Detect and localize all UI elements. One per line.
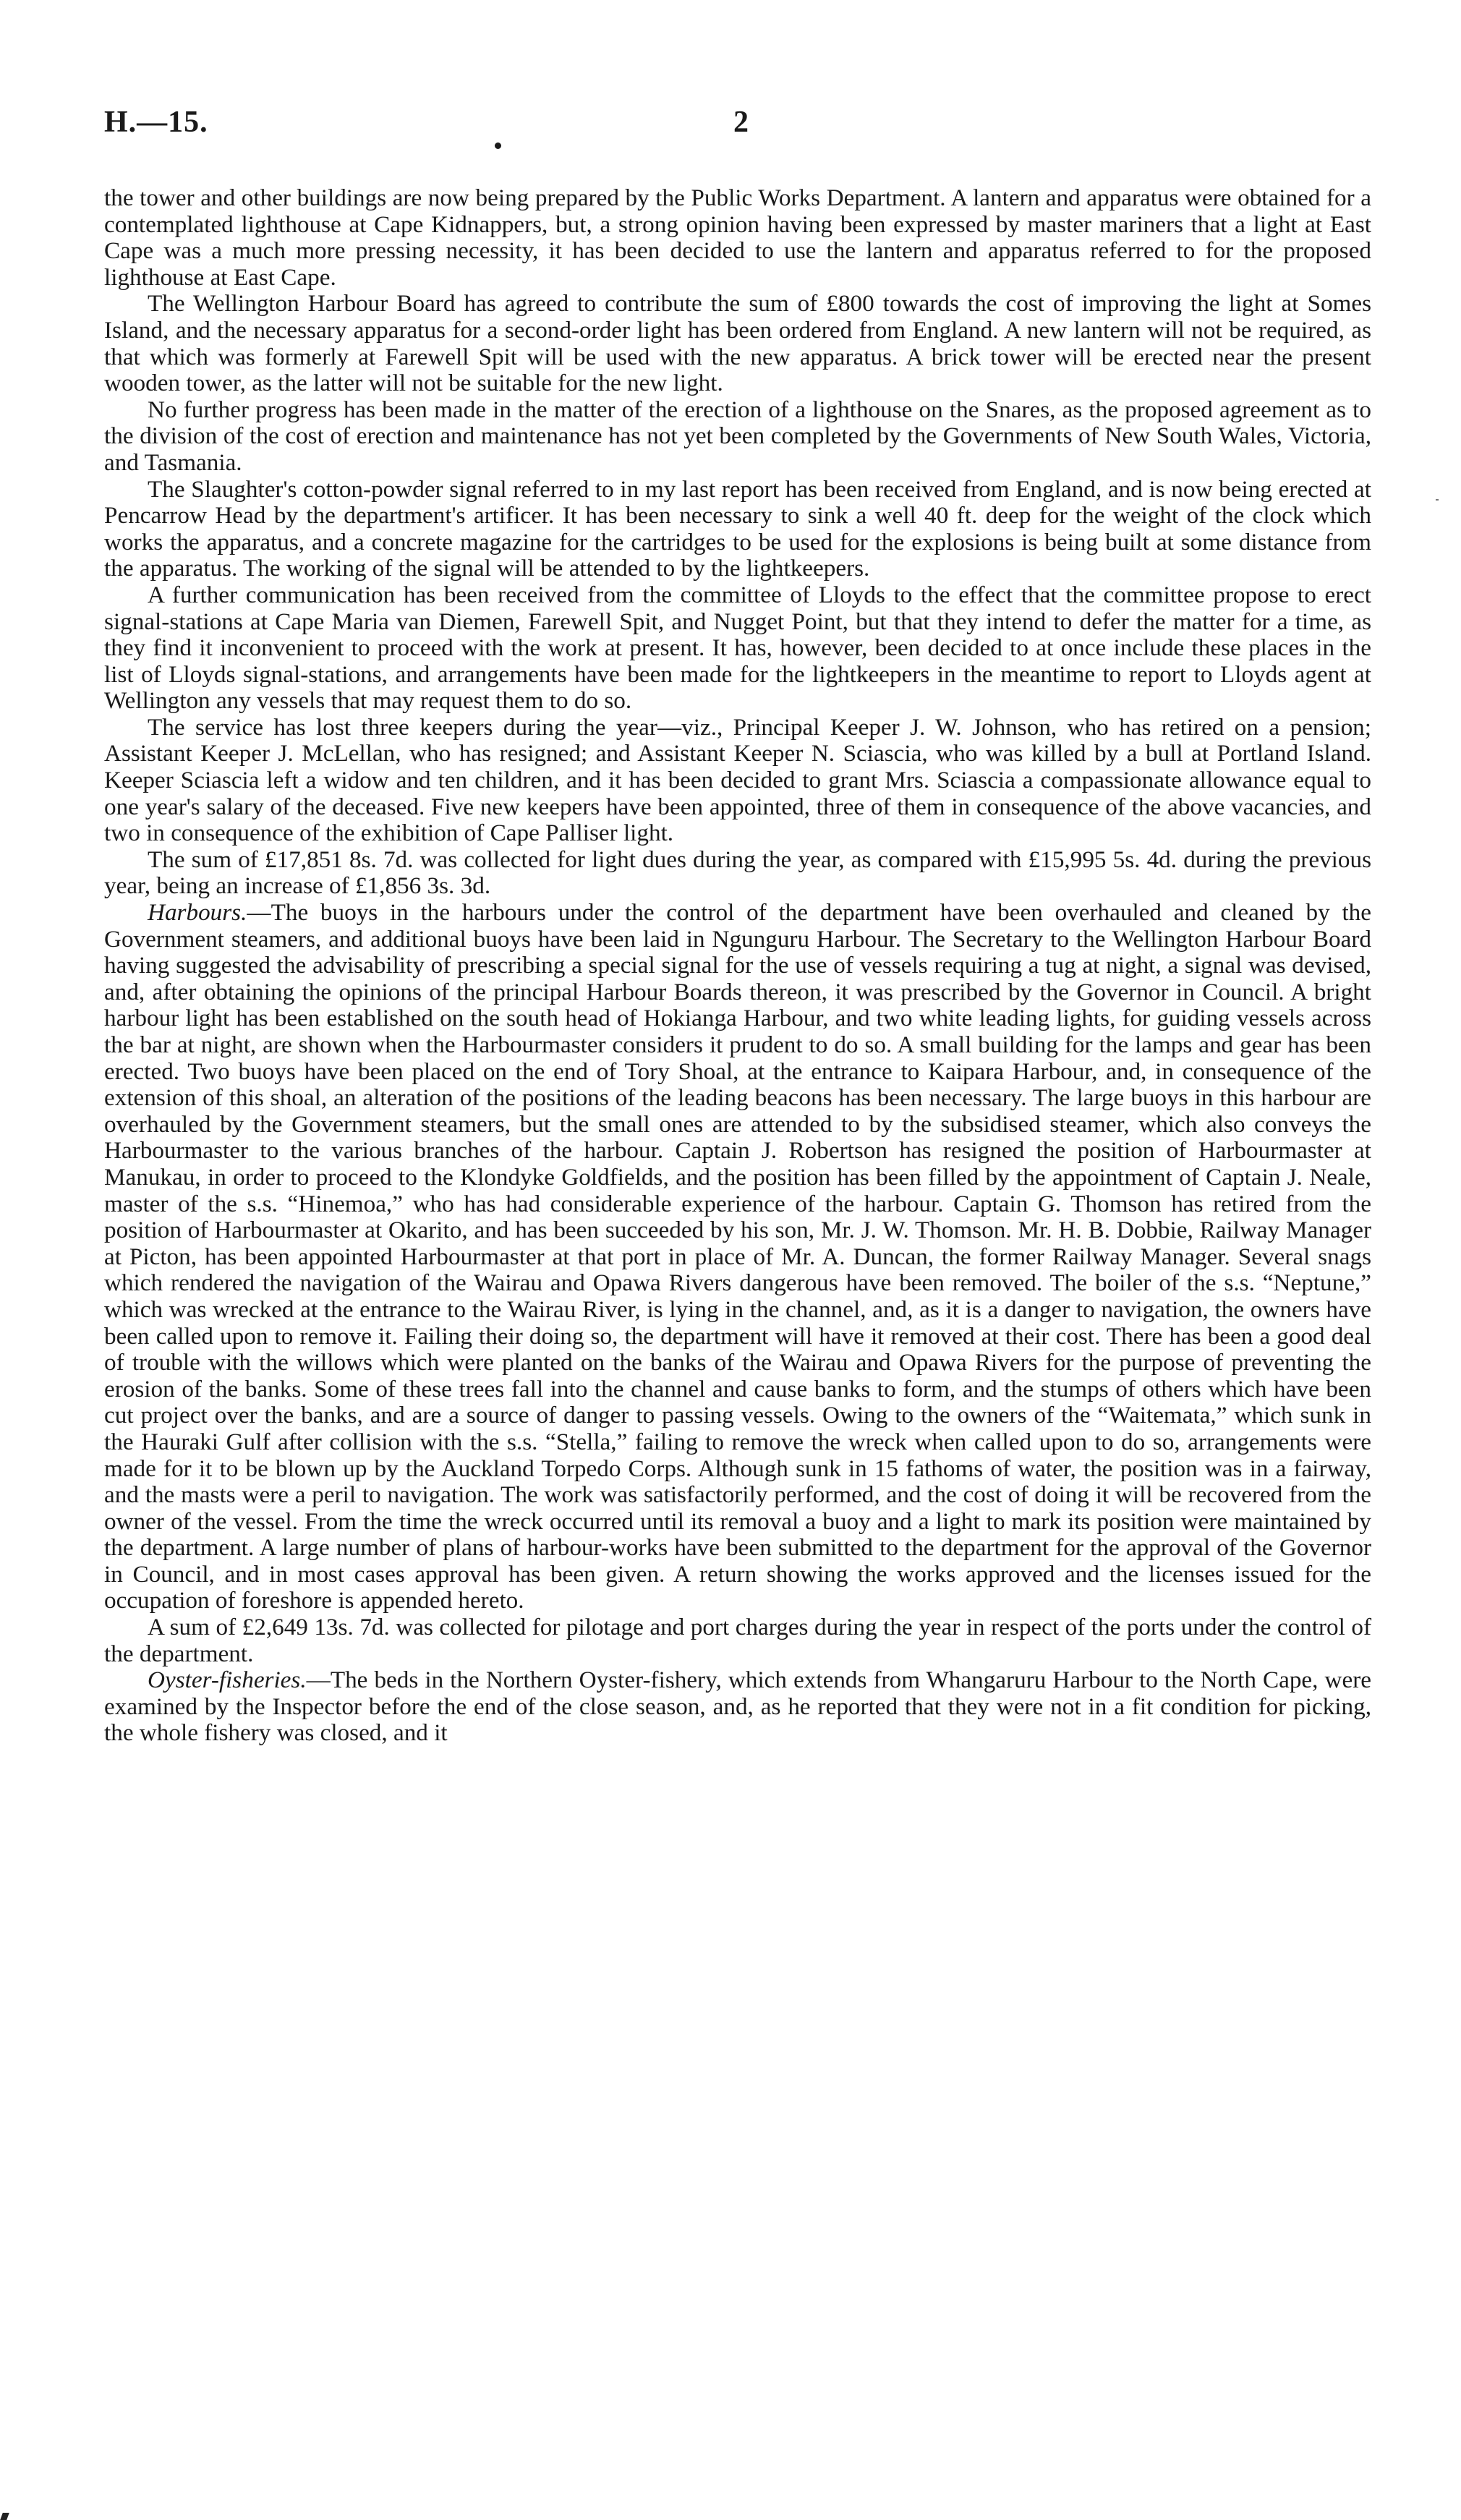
paragraph-light-dues [104, 847, 1371, 900]
paragraph-text: No further progress has been made in the matter of the erection of a lighthouse on the Snares, as the proposed agreement as to the division of the cost of erection and maintenance has not yet been completed by the Governments of New South Wales, Victoria, and Tasmania. [104, 396, 1371, 476]
report-body [104, 185, 1371, 1747]
paragraph-text: The Slaughter's cotton-powder signal referred to in my last report has been received from England, and is now being erected at Pencarrow Head by the department's artificer. It has been necessary to sink a well 40 ft. deep for the weight of the clock which works the apparatus, and a concrete magazine for the cartridges to be used for the explosions is being built at some distance from the apparatus. The working of the signal will be attended to by the lightkeepers. [104, 475, 1371, 582]
paragraph-text: The service has lost three keepers during the year—viz., Principal Keeper J. W. Johnson, who has retired on a pension; Assistant Keeper J. McLellan, who has resigned; and Assistant Keeper N. Sciascia, who was killed by a bull at Portland Island. Keeper Sciascia left a widow and ten children, and it has been decided to grant Mrs. Sciascia a compassionate allowance equal to one year's salary of the deceased. Five new keepers have been appointed, three of them in consequence of the above vacancies, and two in consequence of the exhibition of Cape Palliser light. [104, 713, 1371, 847]
section-heading-oyster-fisheries: Oyster-fisheries. [148, 1666, 307, 1694]
paragraph-text: —The buoys in the harbours under the control of the department have been overhauled and cleaned by the Government steamers, and additional buoys have been laid in Ngunguru Harbour. The Secretary to the Wellington Harbour Board having suggested the advisability of prescribing a special signal for the use of vessels requiring a tug at night, a signal was devised, and, after obtaining the opinions of the principal Harbour Boards thereon, it was prescribed by the Governor in Council. A bright harbour light has been established on the south head of Hokianga Harbour, and two white leading lights, for guiding vessels across the bar at night, are shown when the Harbourmaster considers it prudent to do so. A small building for the lamps and gear has been erected. Two buoys have been placed on the end of Tory Shoal, at the entrance to Kaipara Harbour, and, in consequence of the extension of this shoal, an alteration of the positions of the leading beacons has been necessary. The large buoys in this harbour are overhauled by the Government steamers, but the small ones are attended to by the subsidised steamer, which also conveys the Harbourmaster to the various branches of the harbour. Captain J. Robertson has resigned the position of Harbourmaster at Manukau, in order to proceed to the Klondyke Goldfields, and the position has been filled by the appointment of Captain J. Neale, master of the s.s. “Hinemoa,” who has had considerable experience of the harbour. Captain G. Thomson has retired from the position of Harbourmaster at Okarito, and has been succeeded by his son, Mr. J. W. Thomson. Mr. H. B. Dobbie, Railway Manager at Picton, has been appointed Harbourmaster at that port in place of Mr. A. Duncan, the former Railway Manager. Several snags which rendered the navigation of the Wairau and Opawa Rivers dangerous have been removed. The boiler of the s.s. “Neptune,” which was wrecked at the entrance to the Wairau River, is lying in the channel, and, as it is a danger to navigation, the owners have been called upon to remove it. Failing their doing so, the department will have it removed at their cost. There has been a good deal of trouble with the willows which were planted on the banks of the Wairau and Opawa Rivers for the purpose of preventing the erosion of the banks. Some of these trees fall into the channel and cause banks to form, and the stumps of others which have been cut project over the banks, and are a source of danger to passing vessels. Owing to the owners of the “Waitemata,” which sunk in the Hauraki Gulf after collision with the s.s. “Stella,” failing to remove the wreck when called upon to do so, arrangements were made for it to be blown up by the Auckland Torpedo Corps. Although sunk in 15 fathoms of water, the position was in a fairway, and the masts were a peril to navigation. The work was satisfactorily performed, and the cost of doing it will be recovered from the owner of the vessel. From the time the wreck occurred until its removal a buoy and a light to mark its position were maintained by the department. A large number of plans of harbour-works have been submitted to the department for the approval of the Governor in Council, and in most cases approval has been given. A return showing the works approved and the licenses issued for the occupation of foreshore is appended hereto. [104, 899, 1371, 1614]
ink-speck [495, 142, 501, 149]
paragraph-harbours [104, 900, 1371, 1614]
paragraph-text: The Wellington Harbour Board has agreed to contribute the sum of £800 towards the cost of improving the light at Somes Island, and the necessary apparatus for a second-order light has been ordered from England. A new lantern will not be required, as that which was formerly at Farewell Spit will be used with the new apparatus. A brick tower will be erected near the present wooden tower, as the latter will not be suitable for the new light. [104, 290, 1371, 397]
paragraph-text: The sum of £17,851 8s. 7d. was collected for light dues during the year, as compared with £15,995 5s. 4d. during the previous year, being an increase of £1,856 3s. 3d. [104, 846, 1371, 900]
margin-mark [1436, 499, 1439, 501]
paragraph-text: A further communication has been received from the committee of Lloyds to the effect that the committee propose to erect signal-stations at Cape Maria van Diemen, Farewell Spit, and Nugget Point, but that they intend to defer the matter for a time, as they find it inconvenient to proceed with the work at present. It has, however, been decided to at once include these places in the list of Lloyds signal-stations, and arrangements have been made for the lightkeepers in the meantime to report to Lloyds agent at Wellington any vessels that may request them to do so. [104, 581, 1371, 715]
page-header [104, 105, 1377, 156]
paragraph-text: A sum of £2,649 13s. 7d. was collected for pilotage and port charges during the year in respect of the ports under the control of the department. [104, 1614, 1371, 1667]
paragraph-pencarrow-signal [104, 477, 1371, 582]
corner-ink-mark [0, 2513, 9, 2520]
page-number: 2 [733, 106, 749, 139]
section-heading-harbours: Harbours. [148, 899, 247, 927]
paragraph-east-cape-lighthouse [104, 185, 1371, 291]
document-reference: H.—15. [104, 106, 208, 139]
paragraph-keepers [104, 715, 1371, 847]
paragraph-text: the tower and other buildings are now being prepared by the Public Works Department. A lantern and apparatus were obtained for a contemplated lighthouse at Cape Kidnappers, but, a strong opinion having been expressed by master mariners that a light at East Cape was a much more pressing necessity, it has been decided to use the lantern and apparatus referred to for the proposed lighthouse at East Cape. [104, 184, 1371, 291]
paragraph-pilotage-charges [104, 1614, 1371, 1667]
paragraph-lloyds-signal-stations [104, 582, 1371, 715]
paragraph-oyster-fisheries [104, 1667, 1371, 1747]
paragraph-somes-island-light [104, 291, 1371, 396]
paragraph-snares-lighthouse [104, 397, 1371, 477]
paragraph-text: —The beds in the Northern Oyster-fishery, which extends from Whangaruru Harbour to the North Cape, were examined by the Inspector before the end of the close season, and, as he reported that they were not in a fit condition for picking, the whole fishery was closed, and it [104, 1666, 1371, 1747]
